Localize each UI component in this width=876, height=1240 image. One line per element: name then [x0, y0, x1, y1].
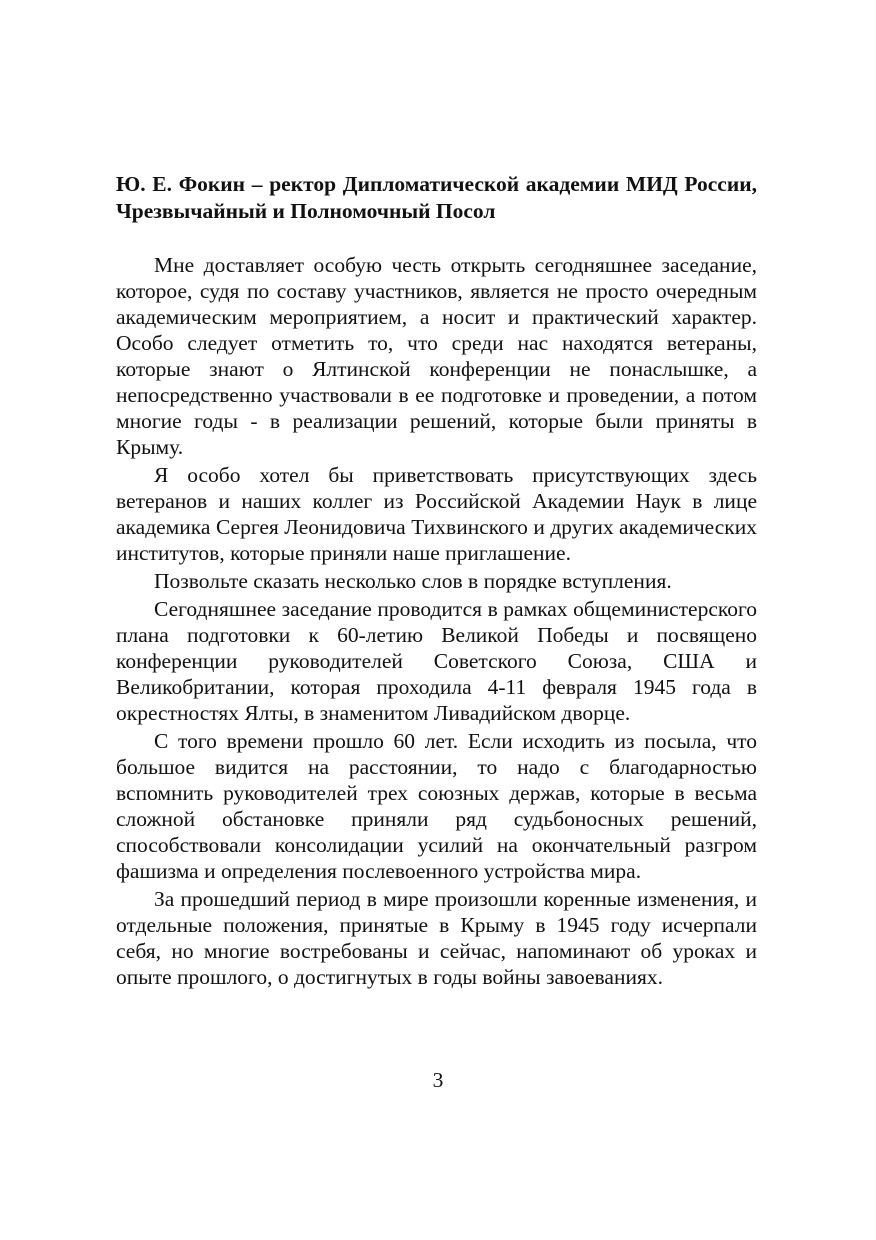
- paragraph-4: Сегодняшнее заседание проводится в рамках общеминистерского плана подготовки к 60-летию Великой Победы и посвящено конференции руководителей Советского Союза, США и Великобритании, которая проходила 4-11 февраля 1945 года в окрестностях Ялты, в знаменитом Ливадийском дворце.: [116, 597, 757, 725]
- paragraph-3: Позвольте сказать несколько слов в порядке вступления.: [154, 569, 672, 593]
- document-body: [116, 171, 757, 992]
- page-number: 3: [432, 1068, 444, 1092]
- paragraph-1: Мне доставляет особую честь открыть сегодняшнее заседание, которое, судя по составу участников, является не просто очередным академическим мероприятием, а носит и практический характер. Особо следует отметить то, что среди нас находятся ветераны, которые знают о Ялтинской конференции не понаслышке, а непосредственно участвовали в ее подготовке и проведении, а потом многие годы - в реализации решений, которые были приняты в Крыму.: [116, 253, 757, 459]
- paragraph-2: Я особо хотел бы приветствовать присутствующих здесь ветеранов и наших коллег из Российской Академии Наук в лице академика Сергея Леонидовича Тихвинского и других академических институтов, которые приняли наше приглашение.: [116, 463, 757, 565]
- author-heading: Ю. Е. Фокин – ректор Дипломатической академии МИД России, Чрезвычайный и Полномочный Посол: [116, 172, 757, 223]
- paragraph-5: С того времени прошло 60 лет. Если исходить из посыла, что большое видится на расстоянии, то надо с благодарностью вспомнить руководителей трех союзных держав, которые в весьма сложной обстановке приняли ряд судьбоносных решений, способствовали консолидации усилий на окончательный разгром фашизма и определения послевоенного устройства мира.: [116, 729, 757, 883]
- paragraph-6: За прошедший период в мире произошли коренные изменения, и отдельные положения, принятые в Крыму в 1945 году исчерпали себя, но многие востребованы и сейчас, напоминают об уроках и опыте прошлого, о достигнутых в годы войны завоеваниях.: [116, 887, 757, 989]
